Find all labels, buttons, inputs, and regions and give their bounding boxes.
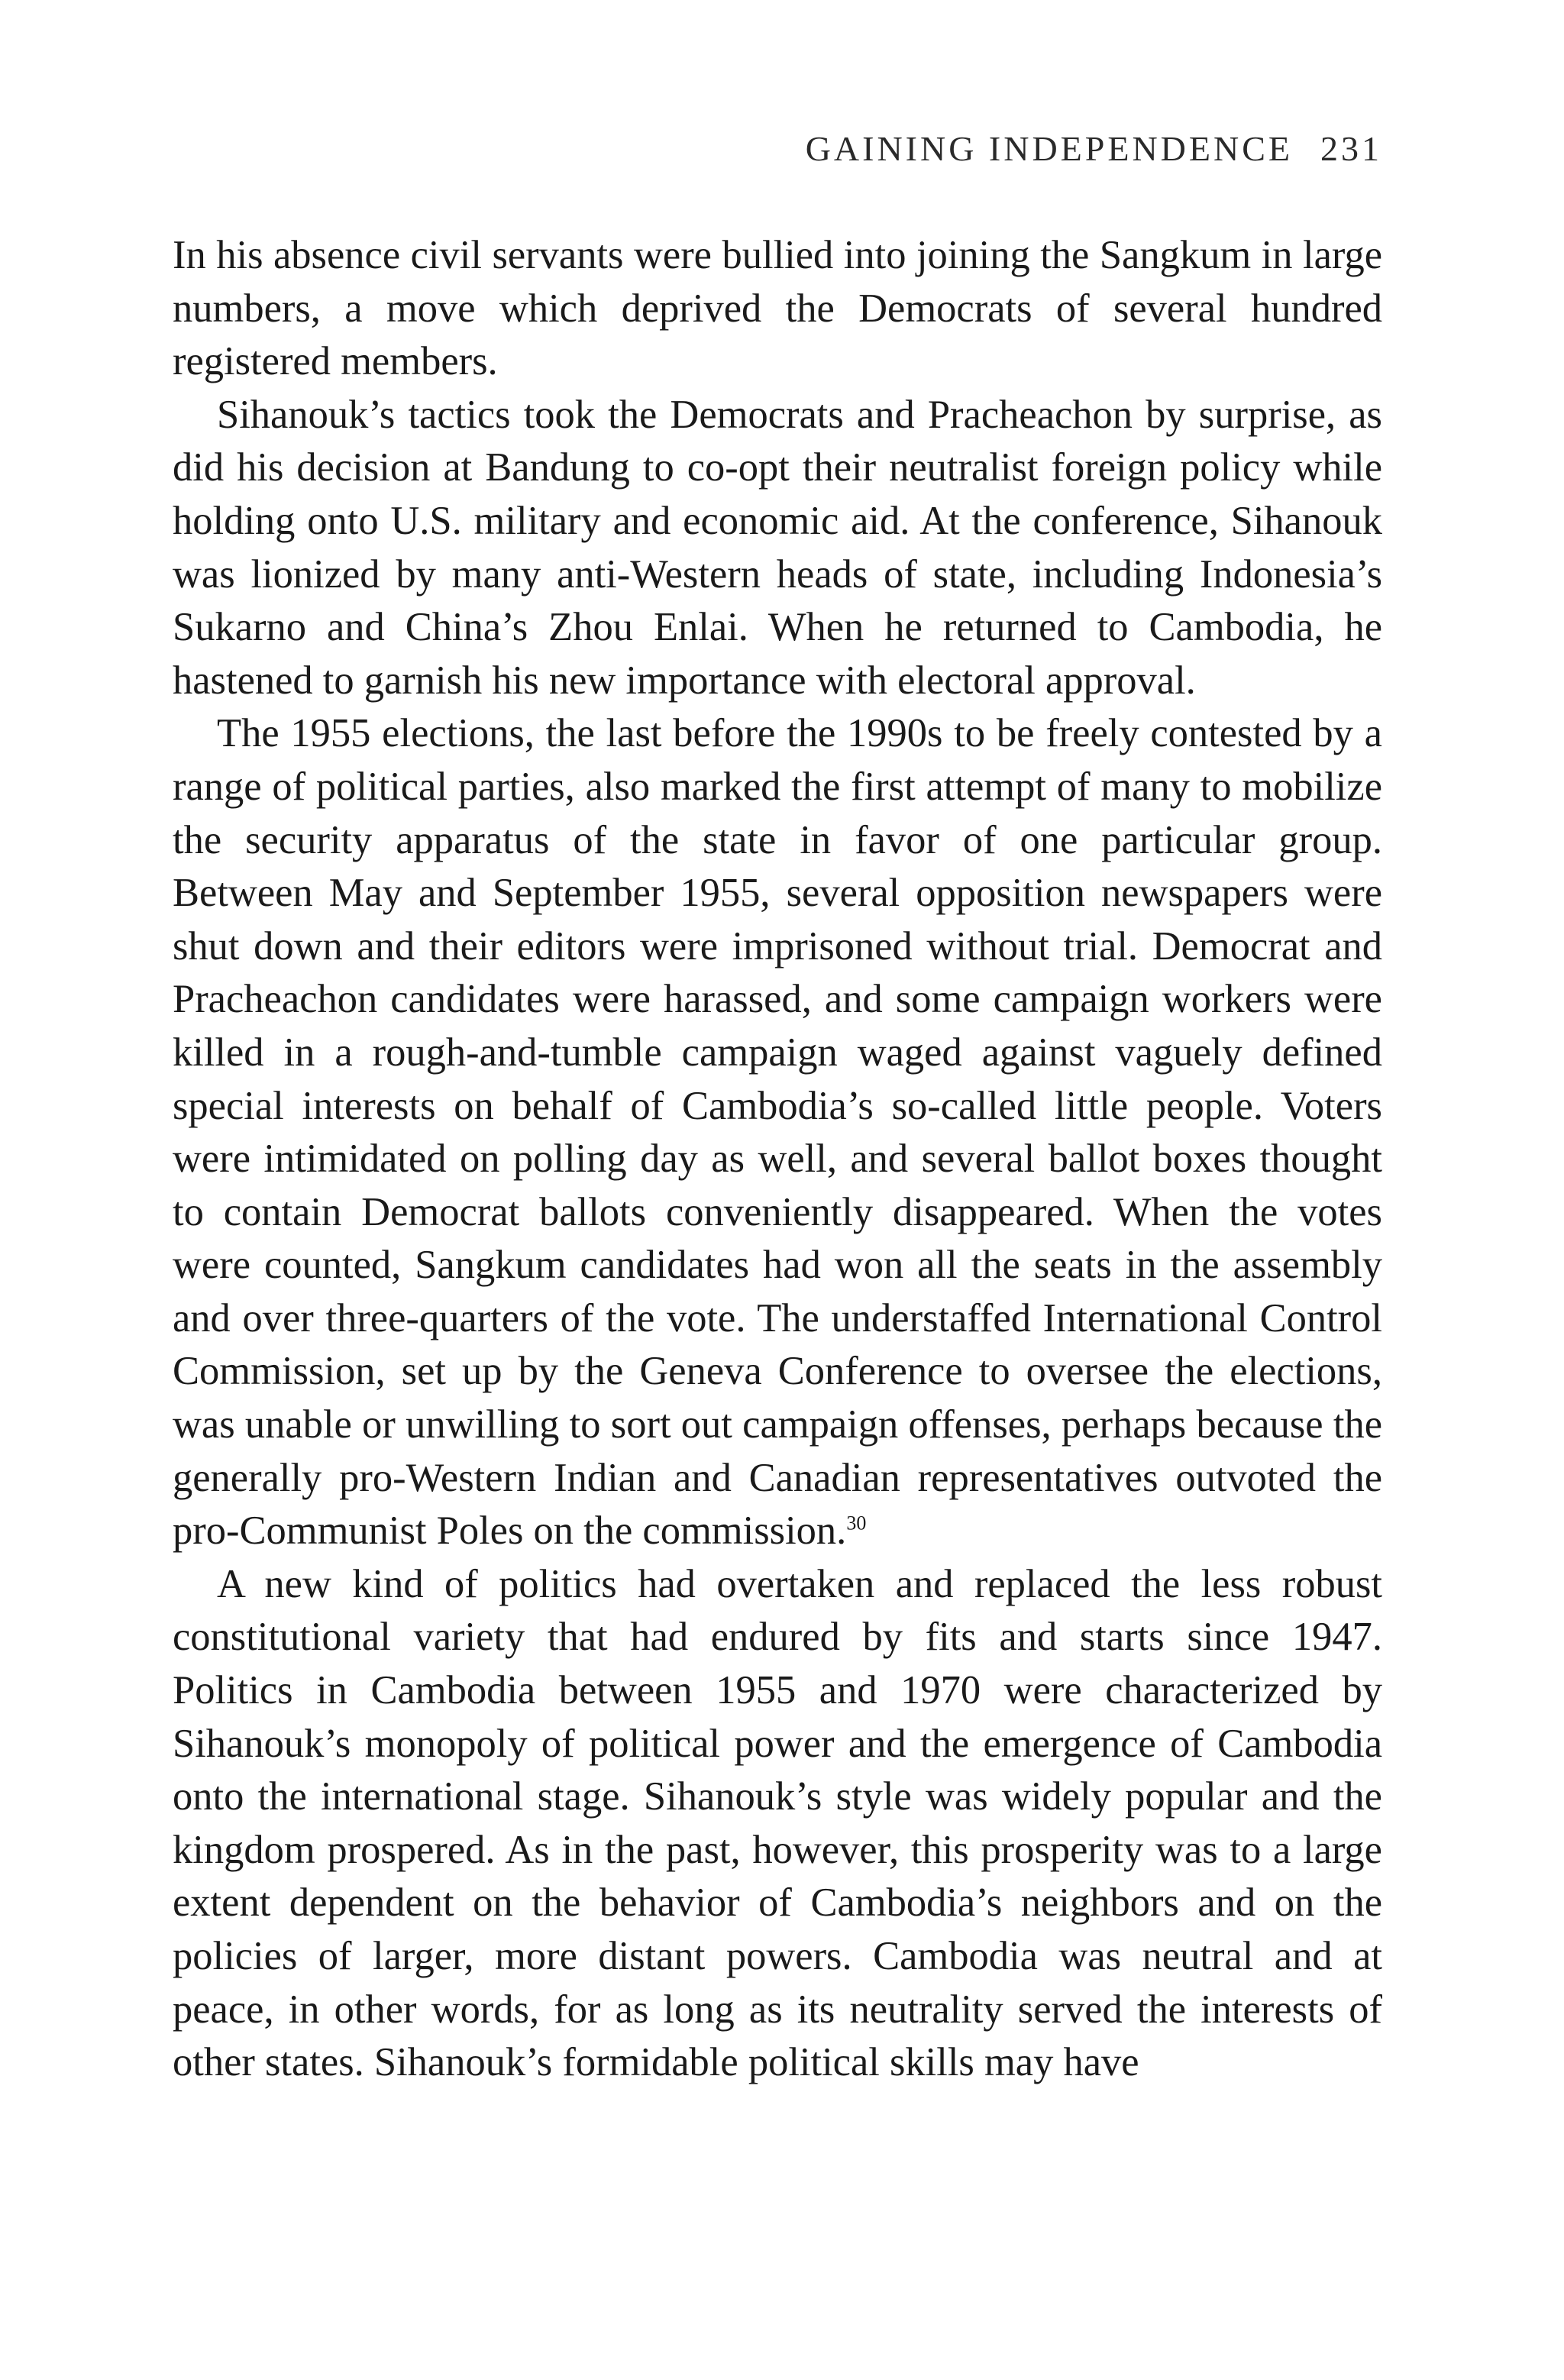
paragraph-3 bbox=[173, 707, 1382, 1558]
paragraph-3-text: The 1955 elections, the last before the 1990s to be freely contested by a range of political parties, also marked the first attempt of many to mobilize the security apparatus of the state in favor of one particular group. Between May and September 1955, several opposition newspapers were shut down and their editors were imprisoned without trial. Democrat and Pracheachon candidates were harassed, and some campaign workers were killed in a rough-and-tumble campaign waged against vaguely defined special interests on behalf of Cambodia’s so-called little people. Voters were intimidated on polling day as well, and several ballot boxes thought to contain Democrat ballots conveniently disappeared. When the votes were counted, Sangkum candidates had won all the seats in the assembly and over three-quarters of the vote. The understaffed International Control Commission, set up by the Geneva Conference to oversee the elections, was unable or unwilling to sort out campaign offenses, perhaps because the generally pro-Western Indian and Canadian representatives outvoted the pro-Communist Poles on the commission. bbox=[173, 711, 1382, 1554]
paragraph-1: In his absence civil servants were bullied into joining the Sangkum in large numbers, a move which deprived the Democrats of several hundred registered members. bbox=[173, 233, 1382, 384]
page-number: 231 bbox=[1320, 129, 1382, 168]
running-head bbox=[806, 128, 1382, 169]
footnote-reference[interactable]: 30 bbox=[846, 1512, 867, 1534]
chapter-title: GAINING INDEPENDENCE bbox=[805, 129, 1293, 168]
paragraph-4: A new kind of politics had overtaken and replaced the less robust constitutional variety that had endured by fits and starts since 1947. Politics in Cambodia between 1955 and 1970 were characterized by Sihanouk’s monopoly of political power and the emergence of Cambodia onto the international stage. Sihanouk’s style was widely popular and the kingdom prospered. As in the past, however, this prosperity was to a large extent dependent on the behavior of Cambodia’s neighbors and on the policies of larger, more distant powers. Cambodia was neutral and at peace, in other words, for as long as its neutrality served the interests of other states. Sihanouk’s formidable political skills may have bbox=[173, 1561, 1382, 2085]
body-text bbox=[173, 229, 1382, 2090]
paragraph-2: Sihanouk’s tactics took the Democrats and Pracheachon by surprise, as did his decision at Bandung to co-opt their neutralist foreign policy while holding onto U.S. military and economic aid. At the conference, Sihanouk was lionized by many anti-Western heads of state, including Indonesia’s Sukarno and China’s Zhou Enlai. When he returned to Cambodia, he hastened to garnish his new importance with electoral approval. bbox=[173, 392, 1382, 703]
